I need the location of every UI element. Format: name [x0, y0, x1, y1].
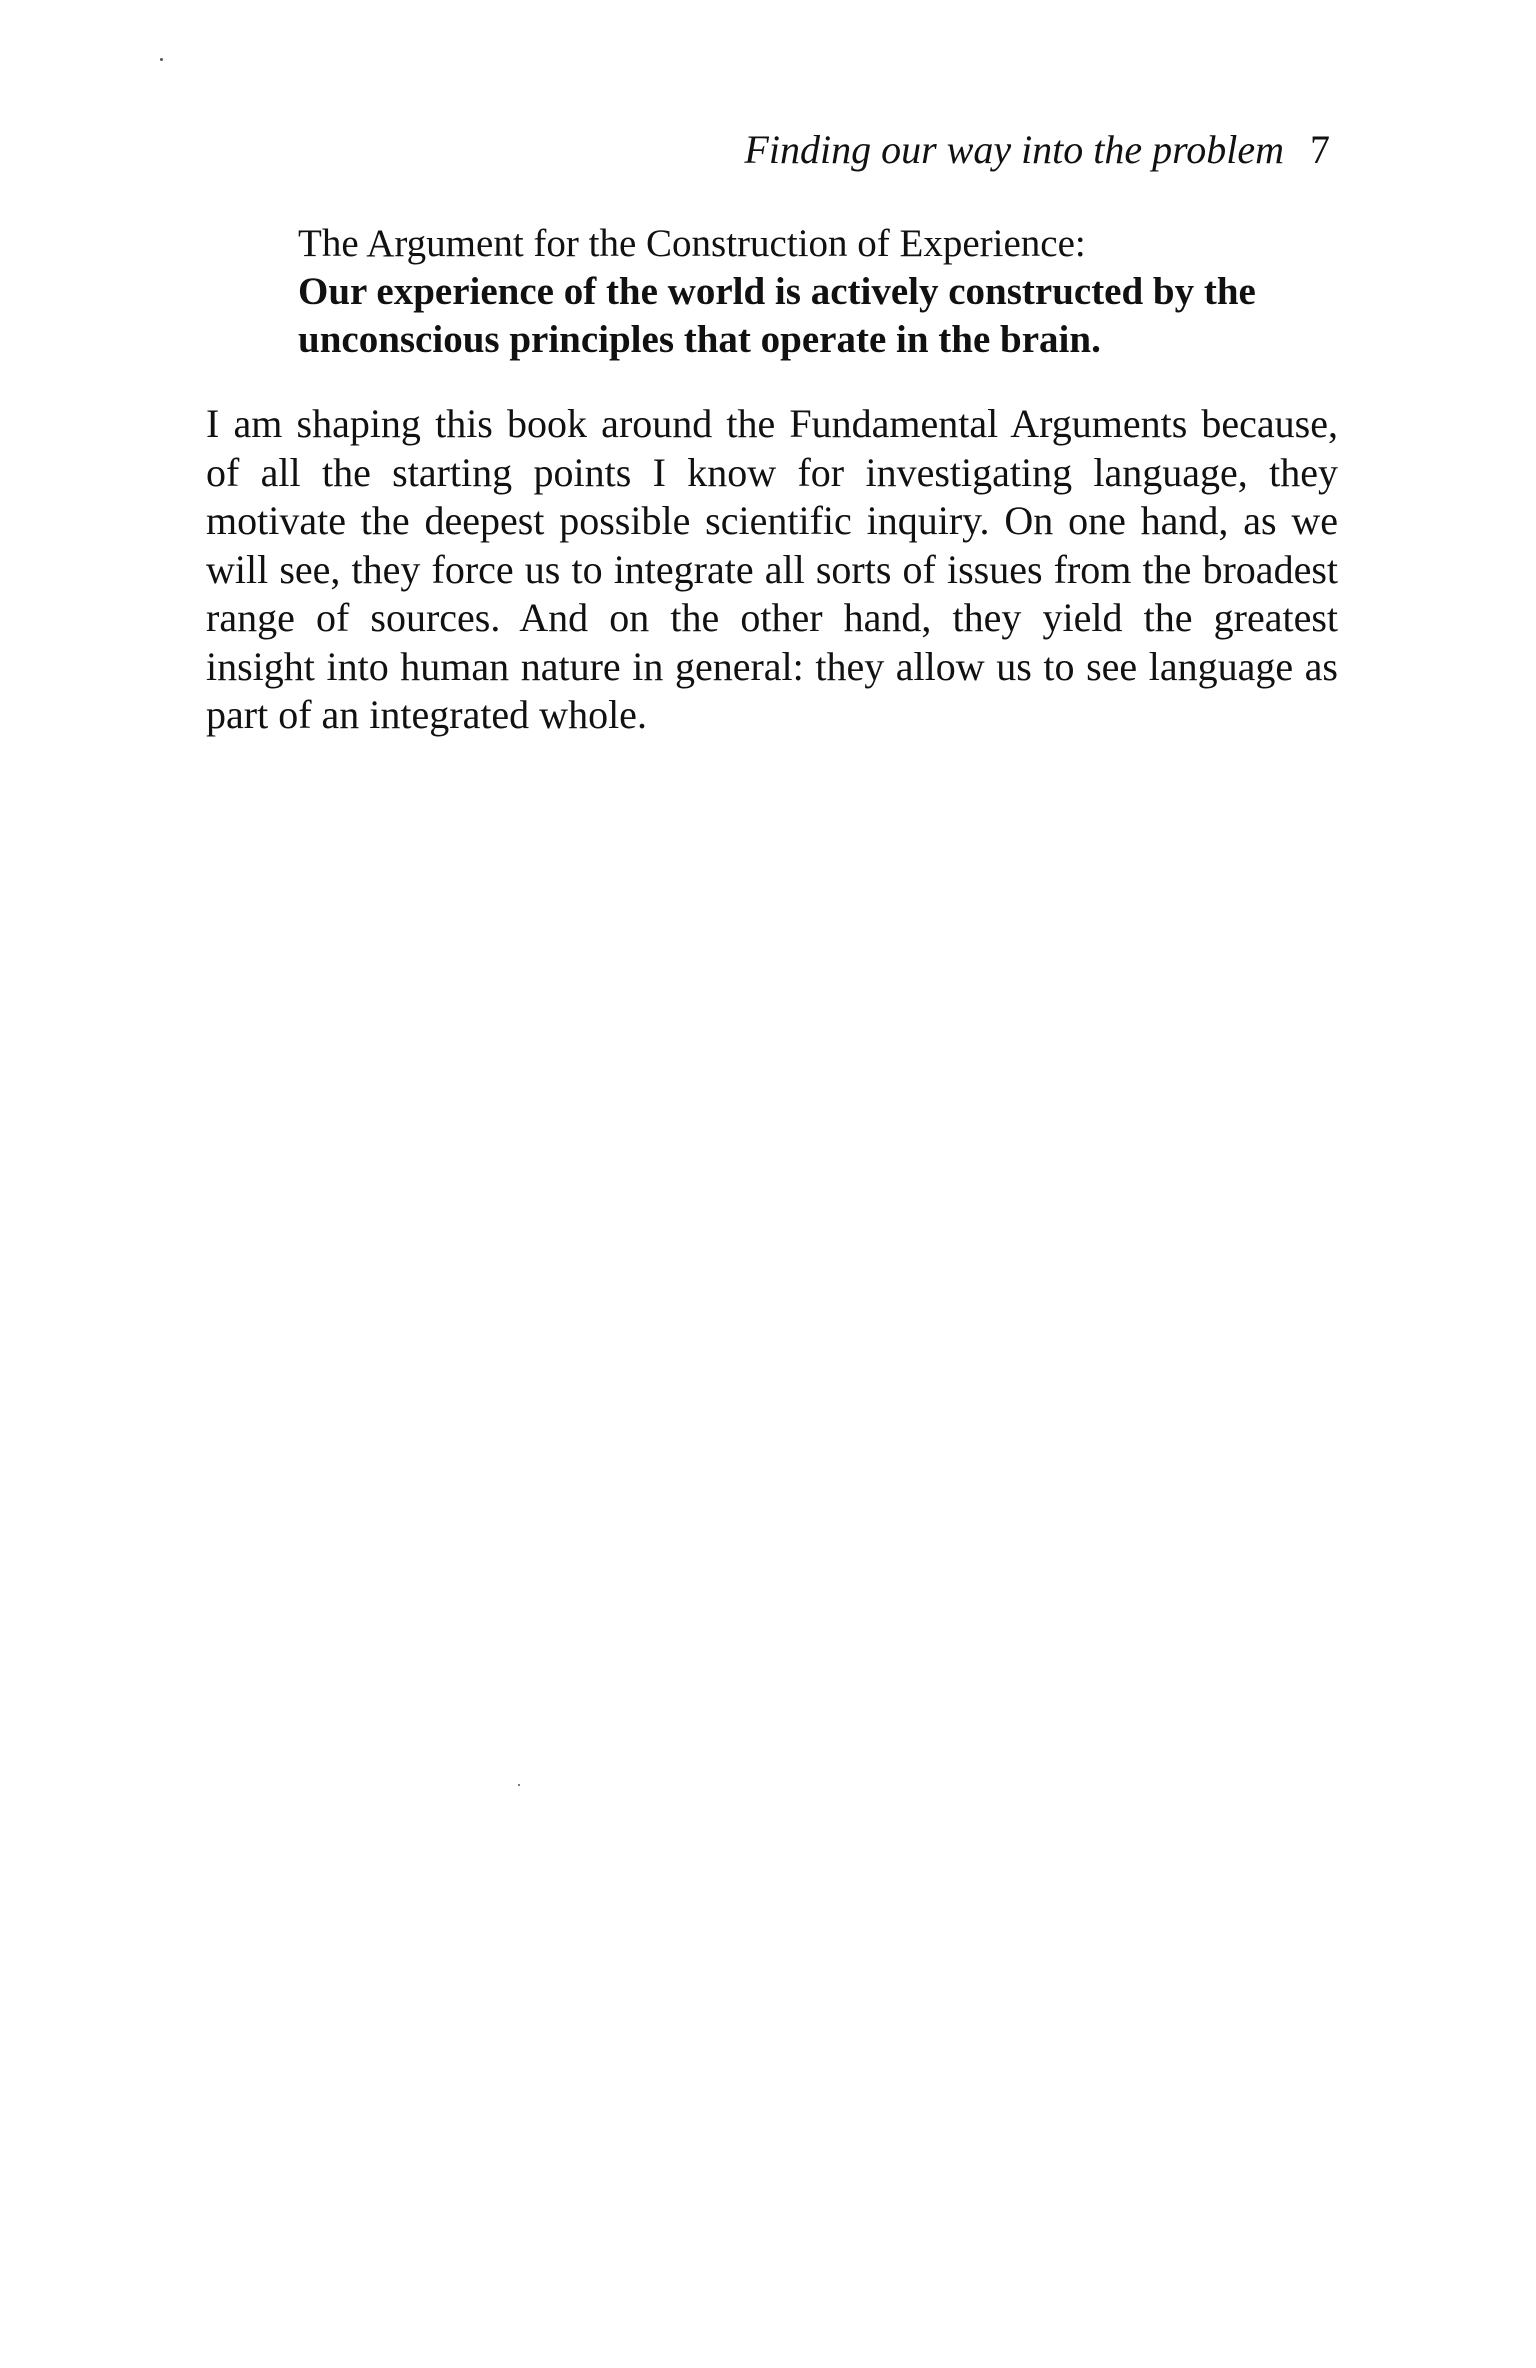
- running-head: [0, 126, 1330, 174]
- argument-line-1: Our experience of the world is actively constructed by the: [298, 270, 1256, 313]
- paragraph-line: I am shaping this book around the Fundamental Arguments because,: [206, 401, 1338, 446]
- paragraph-line: motivate the deepest possible scientific inquiry. On one hand, as we: [206, 498, 1338, 543]
- argument-statement: [298, 220, 1298, 364]
- paragraph-line: part of an integrated whole.: [206, 692, 647, 737]
- scan-speck: [160, 58, 163, 61]
- running-title: Finding our way into the problem: [744, 127, 1284, 172]
- paragraph-line: range of sources. And on the other hand, they yield the greatest: [206, 595, 1338, 640]
- argument-title: The Argument for the Construction of Experience:: [298, 222, 1086, 265]
- argument-line-2: unconscious principles that operate in the brain.: [298, 318, 1101, 361]
- scan-speck: [518, 1784, 520, 1786]
- paragraph-line: will see, they force us to integrate all sorts of issues from the broadest: [206, 546, 1338, 592]
- body-paragraph: [206, 400, 1338, 740]
- page-number: 7: [1310, 127, 1330, 172]
- paragraph-line: of all the starting points I know for investigating language, they: [206, 449, 1338, 495]
- paragraph-line: insight into human nature in general: they allow us to see language as: [206, 643, 1338, 689]
